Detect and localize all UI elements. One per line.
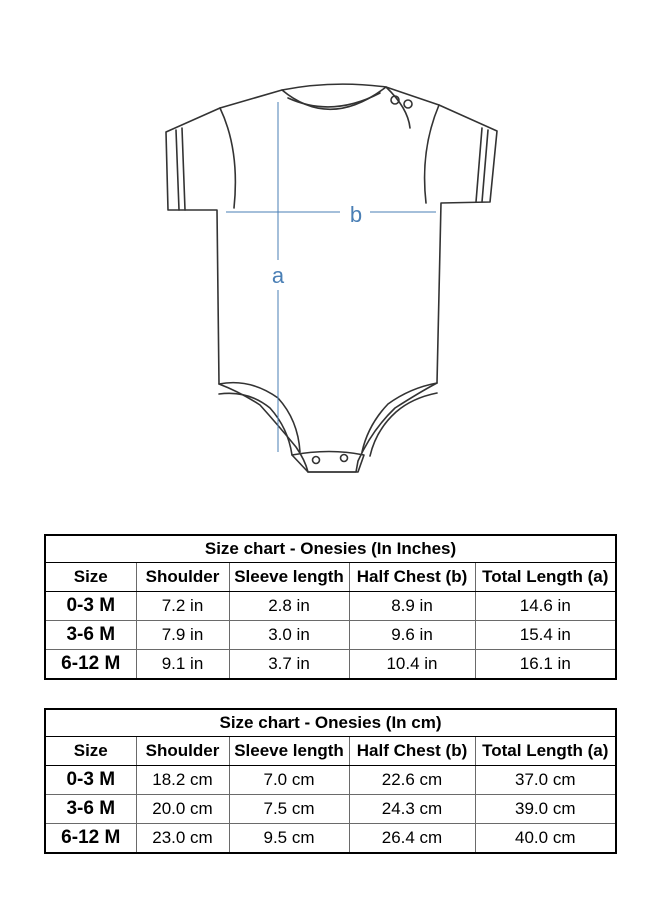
size-cell: 3-6 M bbox=[45, 795, 136, 824]
half-chest-cell: 26.4 cm bbox=[349, 824, 475, 854]
shoulder-cell: 20.0 cm bbox=[136, 795, 229, 824]
half-chest-cell: 10.4 in bbox=[349, 650, 475, 680]
measure-label-b: b bbox=[349, 202, 363, 227]
size-cell: 6-12 M bbox=[45, 650, 136, 680]
sleeve-length-cell: 9.5 cm bbox=[229, 824, 349, 854]
column-header-half-chest: Half Chest (b) bbox=[349, 737, 475, 766]
table-row bbox=[45, 795, 616, 824]
onesie-outline bbox=[166, 84, 497, 472]
total-length-cell: 16.1 in bbox=[475, 650, 616, 680]
onesie-diagram bbox=[150, 78, 510, 498]
sleeve-length-cell: 7.0 cm bbox=[229, 766, 349, 795]
sleeve-length-cell: 7.5 cm bbox=[229, 795, 349, 824]
right-leg-binding bbox=[362, 383, 437, 452]
column-header-size: Size bbox=[45, 563, 136, 592]
column-header-sleeve-length: Sleeve length bbox=[229, 737, 349, 766]
shoulder-cell: 7.2 in bbox=[136, 592, 229, 621]
sleeve-length-cell: 3.0 in bbox=[229, 621, 349, 650]
right-cuff-inner bbox=[476, 128, 482, 202]
collar-inner bbox=[288, 93, 380, 107]
sleeve-length-cell: 3.7 in bbox=[229, 650, 349, 680]
size-cell: 0-3 M bbox=[45, 766, 136, 795]
shoulder-cell: 18.2 cm bbox=[136, 766, 229, 795]
size-chart-cm bbox=[44, 708, 617, 854]
crotch-flap bbox=[292, 452, 364, 473]
table-title: Size chart - Onesies (In cm) bbox=[45, 709, 616, 737]
column-header-total-length: Total Length (a) bbox=[475, 563, 616, 592]
shoulder-cell: 7.9 in bbox=[136, 621, 229, 650]
column-header-half-chest: Half Chest (b) bbox=[349, 563, 475, 592]
column-header-sleeve-length: Sleeve length bbox=[229, 563, 349, 592]
total-length-cell: 37.0 cm bbox=[475, 766, 616, 795]
table-row bbox=[45, 824, 616, 854]
table-title: Size chart - Onesies (In Inches) bbox=[45, 535, 616, 563]
half-chest-cell: 8.9 in bbox=[349, 592, 475, 621]
column-header-shoulder: Shoulder bbox=[136, 737, 229, 766]
shoulder-cell: 23.0 cm bbox=[136, 824, 229, 854]
total-length-cell: 40.0 cm bbox=[475, 824, 616, 854]
column-header-total-length: Total Length (a) bbox=[475, 737, 616, 766]
shoulder-snap-2 bbox=[404, 100, 412, 108]
left-sleeve-seam bbox=[220, 108, 235, 208]
column-header-shoulder: Shoulder bbox=[136, 563, 229, 592]
shoulder-cell: 9.1 in bbox=[136, 650, 229, 680]
total-length-cell: 39.0 cm bbox=[475, 795, 616, 824]
left-cuff bbox=[176, 130, 179, 210]
left-cuff-inner bbox=[182, 128, 185, 210]
size-chart-inches bbox=[44, 534, 617, 680]
crotch-snap-1 bbox=[313, 457, 320, 464]
column-header-size: Size bbox=[45, 737, 136, 766]
half-chest-cell: 24.3 cm bbox=[349, 795, 475, 824]
half-chest-cell: 22.6 cm bbox=[349, 766, 475, 795]
right-sleeve-seam bbox=[425, 105, 439, 203]
table-row bbox=[45, 650, 616, 680]
size-cell: 0-3 M bbox=[45, 592, 136, 621]
total-length-cell: 15.4 in bbox=[475, 621, 616, 650]
size-cell: 6-12 M bbox=[45, 824, 136, 854]
table-row bbox=[45, 766, 616, 795]
table-row bbox=[45, 592, 616, 621]
crotch-snap-2 bbox=[341, 455, 348, 462]
half-chest-cell: 9.6 in bbox=[349, 621, 475, 650]
size-cell: 3-6 M bbox=[45, 621, 136, 650]
table-row bbox=[45, 621, 616, 650]
total-length-cell: 14.6 in bbox=[475, 592, 616, 621]
right-cuff bbox=[482, 130, 488, 202]
measure-label-a: a bbox=[271, 263, 285, 288]
sleeve-length-cell: 2.8 in bbox=[229, 592, 349, 621]
